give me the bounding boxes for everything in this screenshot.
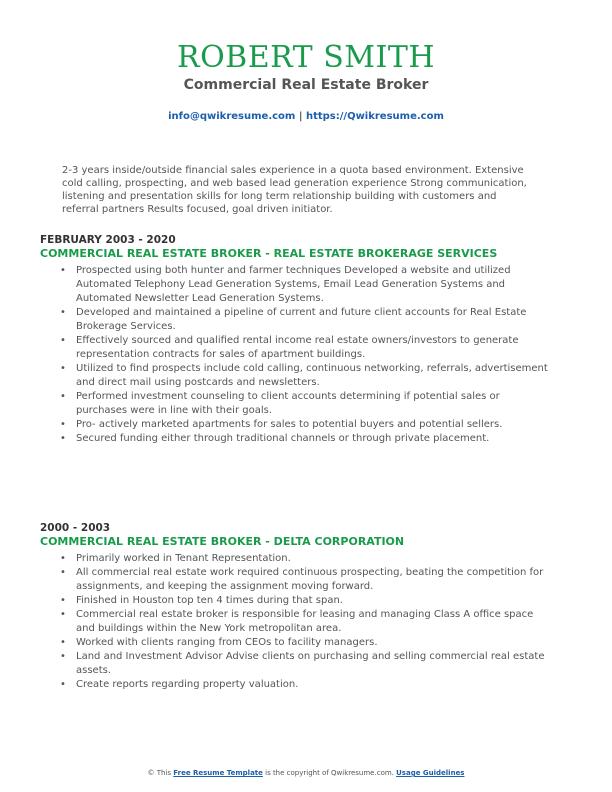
bullet-item: • Prospected using both hunter and farmer techniques Developed a website and utilized Automated Telephony Lead Generation Systems, Email Lead Generation Systems and Automated Newsletter Lead Generation Systems.	[40, 264, 550, 306]
website-link[interactable]: https://Qwikresume.com	[305, 111, 444, 122]
bullet-item: • Land and Investment Advisor Advise clients on purchasing and selling commercial real estate assets.	[40, 650, 550, 678]
contact-separator: |	[298, 111, 303, 122]
experience-entry	[40, 234, 550, 446]
bullet-item: • Worked with clients ranging from CEOs to facility managers.	[40, 636, 550, 650]
bullet-item: • Create reports regarding property valuation.	[40, 678, 550, 692]
candidate-name: ROBERT SMITH	[176, 40, 436, 75]
bullet-item: • Secured funding either through traditional channels or through private placement.	[40, 432, 550, 446]
usage-guidelines-link[interactable]: Usage Guidelines	[396, 769, 465, 777]
bullet-item: • All commercial real estate work required continuous prospecting, beating the competition for assignments, and keeping the assignment moving forward.	[40, 566, 550, 594]
experience-role: COMMERCIAL REAL ESTATE BROKER - DELTA CORPORATION	[40, 535, 405, 548]
bullet-item: • Commercial real estate broker is responsible for leasing and managing Class A office space and buildings within the New York metropolitan area.	[40, 608, 550, 636]
footer-prefix: © This	[147, 769, 172, 777]
bullet-item: • Performed investment counseling to client accounts determining if potential sales or purchases were in line with their goals.	[40, 390, 550, 418]
email-link[interactable]: info@qwikresume.com	[168, 111, 296, 122]
experience-role: COMMERCIAL REAL ESTATE BROKER - REAL ESTATE BROKERAGE SERVICES	[40, 247, 498, 260]
bullet-item: • Pro- actively marketed apartments for sales to potential buyers and potential sellers.	[40, 418, 550, 432]
experience-dates: FEBRUARY 2003 - 2020	[40, 234, 176, 246]
bullet-item: • Utilized to find prospects include cold calling, continuous networking, referrals, advertisement and direct mail using postcards and newsletters.	[40, 362, 550, 390]
contact-line	[0, 111, 612, 122]
summary-paragraph: 2-3 years inside/outside financial sales experience in a quota based environment. Extensive cold calling, prospecting, and web based lead generation experience Strong communication, listening and presentation skills for long term relationship building with customers and referral partners Results focused, goal driven initiator.	[62, 165, 527, 215]
footer-middle: is the copyright of Qwikresume.com.	[265, 769, 394, 777]
bullet-item: • Effectively sourced and qualified rental income real estate owners/investors to generate representation contracts for sales of apartment buildings.	[40, 334, 550, 362]
experience-bullets	[40, 264, 550, 446]
bullet-item: • Finished in Houston top ten 4 times during that span.	[40, 594, 550, 608]
job-title: Commercial Real Estate Broker	[183, 77, 429, 93]
copyright-footer	[0, 769, 612, 777]
experience-dates: 2000 - 2003	[40, 522, 111, 534]
experience-entry	[40, 522, 550, 692]
free-resume-template-link[interactable]: Free Resume Template	[173, 769, 263, 777]
bullet-item: • Primarily worked in Tenant Representation.	[40, 552, 550, 566]
experience-bullets	[40, 552, 550, 692]
bullet-item: • Developed and maintained a pipeline of current and future client accounts for Real Estate Brokerage Services.	[40, 306, 550, 334]
